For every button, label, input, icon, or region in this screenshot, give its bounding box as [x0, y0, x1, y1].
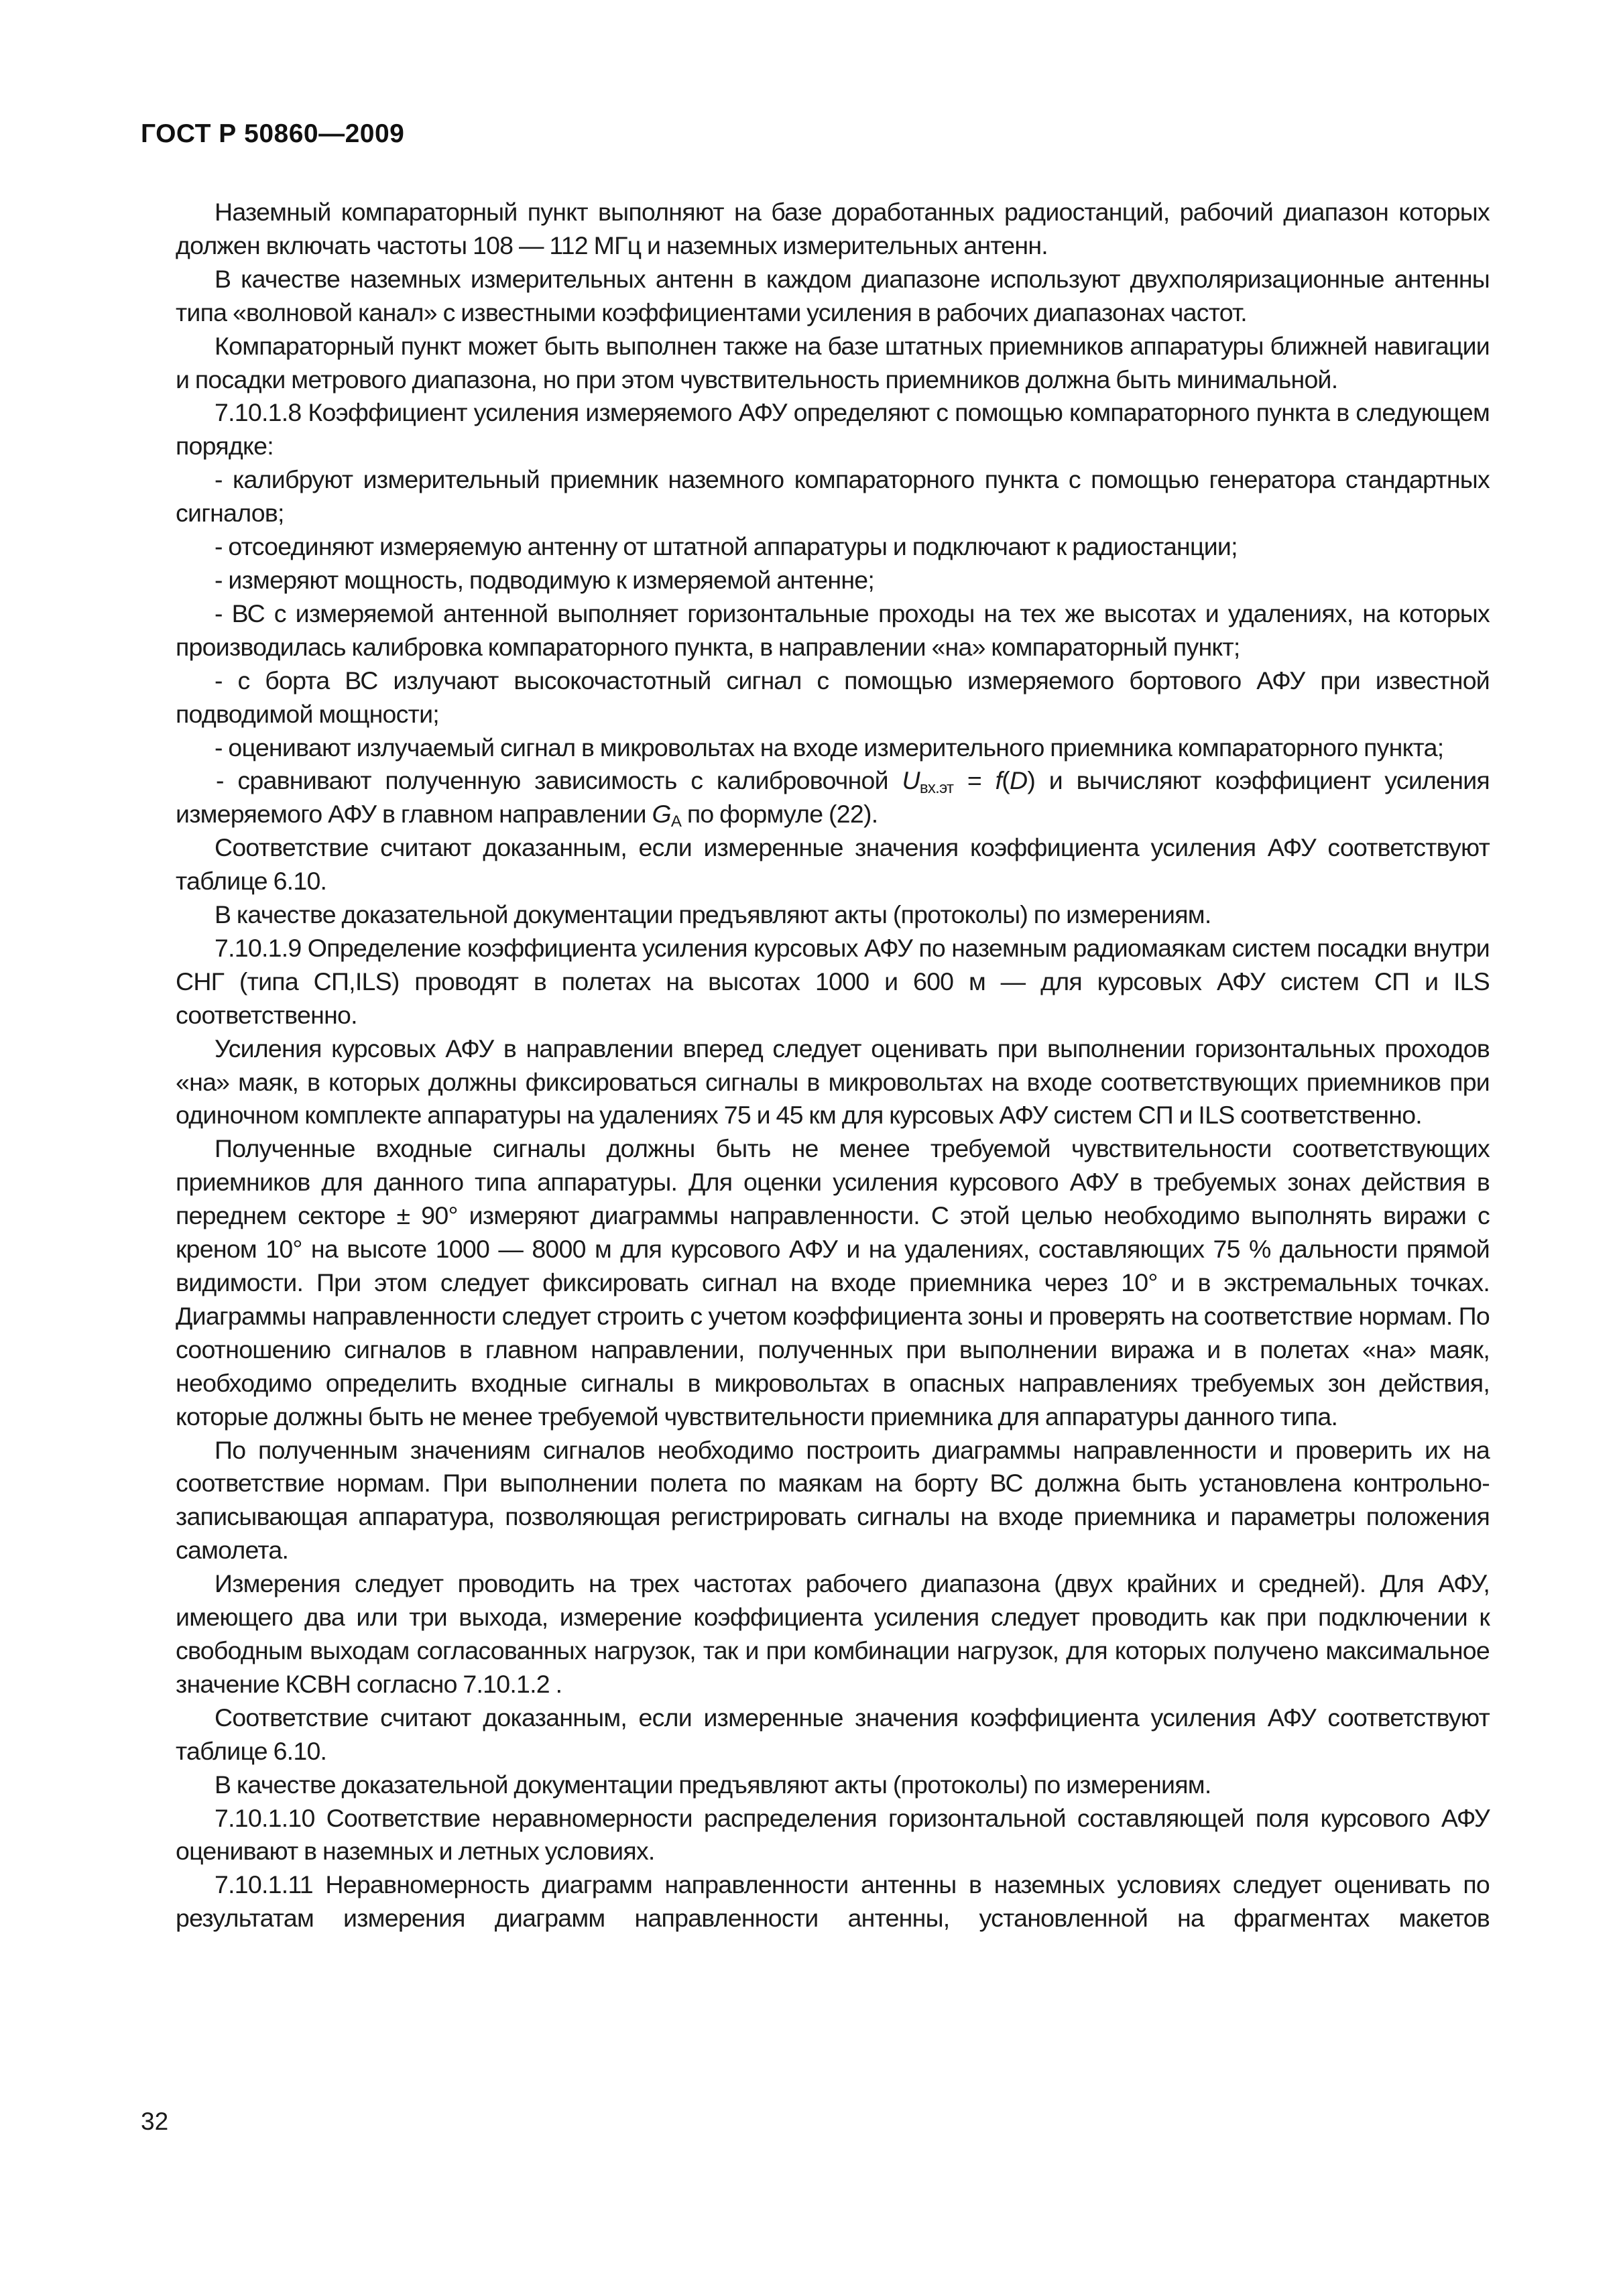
list-item: - калибруют измерительный приемник наземного компараторного пункта с помощью генератора стандартных сигналов; — [176, 465, 1490, 528]
paragraph: В качестве доказательной документации предъявляют акты (протоколы) по измерениям. — [215, 900, 1211, 929]
list-item-formula — [176, 764, 1490, 831]
text-run: ) и вычисляют коэффициент усиления измеряемого АФУ в главном направлении — [176, 766, 1490, 829]
list-item: - отсоединяют измеряемую антенну от штатной аппаратуры и подключают к радиостанции; — [215, 532, 1238, 561]
text-run: = — [953, 766, 996, 795]
text-run: ( — [1002, 766, 1010, 795]
paragraph: Усиления курсовых АФУ в направлении вперед следует оценивать при выполнении горизонтальных проходов «на» маяк, в которых должны фиксироваться сигналы в микровольтах на входе соответствующих приемников при одиночном комплекте аппаратуры на удалениях 75 и 45 км для курсовых АФУ систем СП и ILS соответственно. — [176, 1034, 1490, 1130]
symbol-u: U — [902, 766, 920, 795]
text-run: - сравнивают полученную зависимость с калибровочной — [216, 766, 902, 795]
document-body — [176, 196, 1490, 1935]
clause-7-10-1-8: 7.10.1.8 Коэффициент усиления измеряемого АФУ определяют с помощью компараторного пункта в следующем порядке: — [176, 398, 1490, 461]
clause-7-10-1-10: 7.10.1.10 Соответствие неравномерности распределения горизонтальной составляющей поля курсового АФУ оценивают в наземных и летных условиях. — [176, 1803, 1490, 1866]
paragraph: Соответствие считают доказанным, если измеренные значения коэффициента усиления АФУ соответствуют таблице 6.10. — [176, 833, 1490, 896]
paragraph: В качестве наземных измерительных антенн в каждом диапазоне используют двухполяризационные антенны типа «волновой канал» с известными коэффициентами усиления в рабочих диапазонах частот. — [176, 264, 1490, 326]
page-number: 32 — [141, 2108, 169, 2135]
text-run: по формуле (22). — [681, 800, 878, 829]
paragraph: Наземный компараторный пункт выполняют на базе доработанных радиостанций, рабочий диапазон которых должен включать частоты 108 — 112 МГц и наземных измерительных антенн. — [176, 198, 1490, 259]
list-item: - оценивают излучаемый сигнал в микровольтах на входе измерительного приемника компараторного пункта; — [215, 733, 1444, 762]
list-item: - ВС с измеряемой антенной выполняет горизонтальные проходы на тех же высотах и удалениях, на которых производилась калибровка компараторного пункта, в направлении «на» компараторный пункт; — [176, 599, 1490, 661]
symbol-f: f — [995, 766, 1002, 795]
symbol-g: G — [652, 800, 671, 829]
paragraph: Соответствие считают доказанным, если измеренные значения коэффициента усиления АФУ соответствуют таблице 6.10. — [176, 1703, 1490, 1765]
list-item: - с борта ВС излучают высокочастотный сигнал с помощью измеряемого бортового АФУ при известной подводимой мощности; — [176, 666, 1490, 728]
subscript-vx-et: вх.эт — [919, 779, 954, 798]
clause-7-10-1-9: 7.10.1.9 Определение коэффициента усиления курсовых АФУ по наземным радиомаякам систем посадки внутри СНГ (типа СП,ILS) проводят в полетах на высотах 1000 и 600 м — для курсовых АФУ систем СП и ILS соответственно. — [176, 933, 1490, 1029]
paragraph: В качестве доказательной документации предъявляют акты (протоколы) по измерениям. — [215, 1770, 1211, 1799]
list-item: - измеряют мощность, подводимую к измеряемой антенне; — [215, 565, 875, 594]
paragraph: Измерения следует проводить на трех частотах рабочего диапазона (двух крайних и средней). Для АФУ, имеющего два или три выхода, измерение коэффициента усиления следует проводить как при подключении к свободным выходам согласованных нагрузок, так и при комбинации нагрузок, для которых получено максимальное значение КСВН согласно 7.10.1.2 . — [176, 1569, 1490, 1698]
clause-7-10-1-11: 7.10.1.11 Неравномерность диаграмм направленности антенны в наземных условиях следует оценивать по результатам измерения диаграмм направленности антенны, установленной на фрагментах макетов — [176, 1870, 1490, 1933]
document-header: ГОСТ Р 50860—2009 — [141, 119, 405, 148]
paragraph: Полученные входные сигналы должны быть не менее требуемой чувствительности соответствующих приемников для данного типа аппаратуры. Для оценки усиления курсового АФУ в требуемых зонах действия в переднем секторе ± 90° измеряют диаграммы направленности. С этой целью необходимо выполнять виражи с креном 10° на высоте 1000 — 8000 м для курсового АФУ и на удалениях, составляющих 75 % дальности прямой видимости. При этом следует фиксировать сигнал на входе приемника через 10° и в экстремальных точках. Диаграммы направленности следует строить с учетом коэффициента зоны и проверять на соответствие нормам. По соотношению сигналов в главном направлении, полученных при выполнении виража и в полетах «на» маяк, необходимо определить входные сигналы в микровольтах в опасных направлениях требуемых зон действия, которые должны быть не менее требуемой чувствительности приемника для аппаратуры данного типа. — [176, 1134, 1490, 1431]
paragraph: По полученным значениям сигналов необходимо построить диаграммы направленности и проверить их на соответствие нормам. При выполнении полета по маякам на борту ВС должна быть установлена контрольно-записывающая аппаратура, позволяющая регистрировать сигналы на входе приемника и параметры положения самолета. — [176, 1435, 1490, 1565]
symbol-d: D — [1010, 766, 1028, 795]
subscript-a: А — [670, 812, 682, 831]
paragraph: Компараторный пункт может быть выполнен также на базе штатных приемников аппаратуры ближней навигации и посадки метрового диапазона, но при этом чувствительность приемников должна быть минимальной. — [176, 331, 1490, 394]
